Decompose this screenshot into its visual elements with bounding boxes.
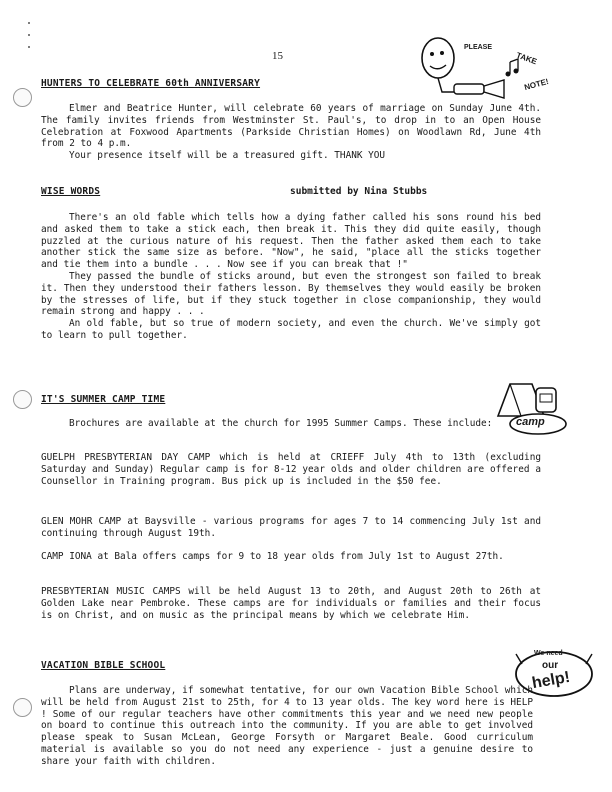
paragraph: There's an old fable which tells how a dying father called his sons round his bed and asked them to take a stick each, then break it. This they did quite easily, though puzzled at the curious nature of his request. Then the father asked them each to take another stick the same size as before. "Now", he said, "place all the sticks together and tie them into a bundle . . . Now see if you can break that !" bbox=[41, 212, 541, 271]
paragraph: They passed the bundle of sticks around, but even the strongest son failed to break it. Then they understood their fathers lesson. By themselves they would easily be broken by the stresses of life, but if they stuck together in close companionship, they would remain strong and happy . . . bbox=[41, 270, 541, 318]
please-take-note-clipart bbox=[412, 34, 562, 104]
camp-iona-item bbox=[41, 551, 541, 563]
binder-hole bbox=[13, 390, 32, 409]
section-heading-summer-camp: IT'S SUMMER CAMP TIME bbox=[41, 394, 166, 405]
guelph-camp-item bbox=[41, 452, 541, 487]
we-need-label: We need bbox=[534, 650, 563, 657]
paragraph: An old fable, but so true of modern society, and even the church. We've simply got to learn to pull together. bbox=[41, 318, 541, 341]
submitted-by-credit: submitted by Nina Stubbs bbox=[290, 186, 428, 197]
paragraph: GLEN MOHR CAMP at Baysville - various programs for ages 7 to 14 commencing July 1st and continuing through August 19th. bbox=[41, 516, 541, 539]
wise-words-article bbox=[41, 212, 541, 342]
margin-dot bbox=[28, 46, 30, 48]
glen-mohr-camp-item bbox=[41, 516, 541, 540]
margin-dot bbox=[28, 34, 30, 36]
hunters-article bbox=[41, 103, 541, 162]
please-label: PLEASE bbox=[464, 44, 493, 51]
page-number: 15 bbox=[272, 50, 283, 62]
section-heading-hunters: HUNTERS TO CELEBRATE 60th ANNIVERSARY bbox=[41, 78, 261, 89]
paragraph: PRESBYTERIAN MUSIC CAMPS will be held August 13 to 20th, and August 20th to 26th at Golden Lake near Pembroke. These camps are for individuals or families and their focus is on Christ, and on music as the principal means by which we celebrate Him. bbox=[41, 586, 541, 621]
summer-camp-intro bbox=[41, 418, 511, 430]
section-heading-vbs: VACATION BIBLE SCHOOL bbox=[41, 660, 166, 671]
camp-label: camp bbox=[516, 416, 545, 428]
music-camps-item bbox=[41, 586, 541, 621]
take-label: TAKE bbox=[515, 50, 539, 67]
paragraph: GUELPH PRESBYTERIAN DAY CAMP which is held at CRIEFF July 4th to 13th (excluding Saturday and Sunday) Regular camp is for 8-12 year olds and older children are offered a Counsellor in Training program. Bus pick up is included in the $50 fee. bbox=[41, 452, 541, 487]
binder-hole bbox=[13, 698, 32, 717]
help-label: help! bbox=[530, 668, 572, 693]
paragraph: Elmer and Beatrice Hunter, will celebrate 60 years of marriage on Sunday June 4th. The family invites friends from Westminster St. Paul's, to drop in to an Open House Celebration at Foxwood Apartments (Parkside Christian Homes) on Woodlawn Rd, June 4th from 2 to 4 p.m. bbox=[41, 103, 541, 150]
paragraph: Brochures are available at the church for 1995 Summer Camps. These include: bbox=[69, 418, 493, 429]
paragraph: Your presence itself will be a treasured gift. THANK YOU bbox=[69, 150, 386, 162]
section-heading-wise-words: WISE WORDS bbox=[41, 186, 101, 197]
margin-dot bbox=[28, 22, 30, 24]
note-label: NOTE! bbox=[523, 76, 550, 93]
our-label: our bbox=[542, 660, 559, 671]
vbs-article bbox=[41, 685, 533, 768]
paragraph: Plans are underway, if somewhat tentative, for our own Vacation Bible School which will be held from August 21st to 25th, for 4 to 13 year olds. The key word here is HELP ! Some of our regular teachers have other commitments this year and we need new people on board to continue this outreach into the community. If you are able to get involved please speak to Susan McLean, George Forsyth or Margaret Beale. Good curriculum material is available so you do not need any experience - just a genuine desire to share your faith with children. bbox=[41, 685, 533, 767]
binder-hole bbox=[13, 88, 32, 107]
paragraph: CAMP IONA at Bala offers camps for 9 to 18 year olds from July 1st to August 27th. bbox=[41, 551, 504, 562]
